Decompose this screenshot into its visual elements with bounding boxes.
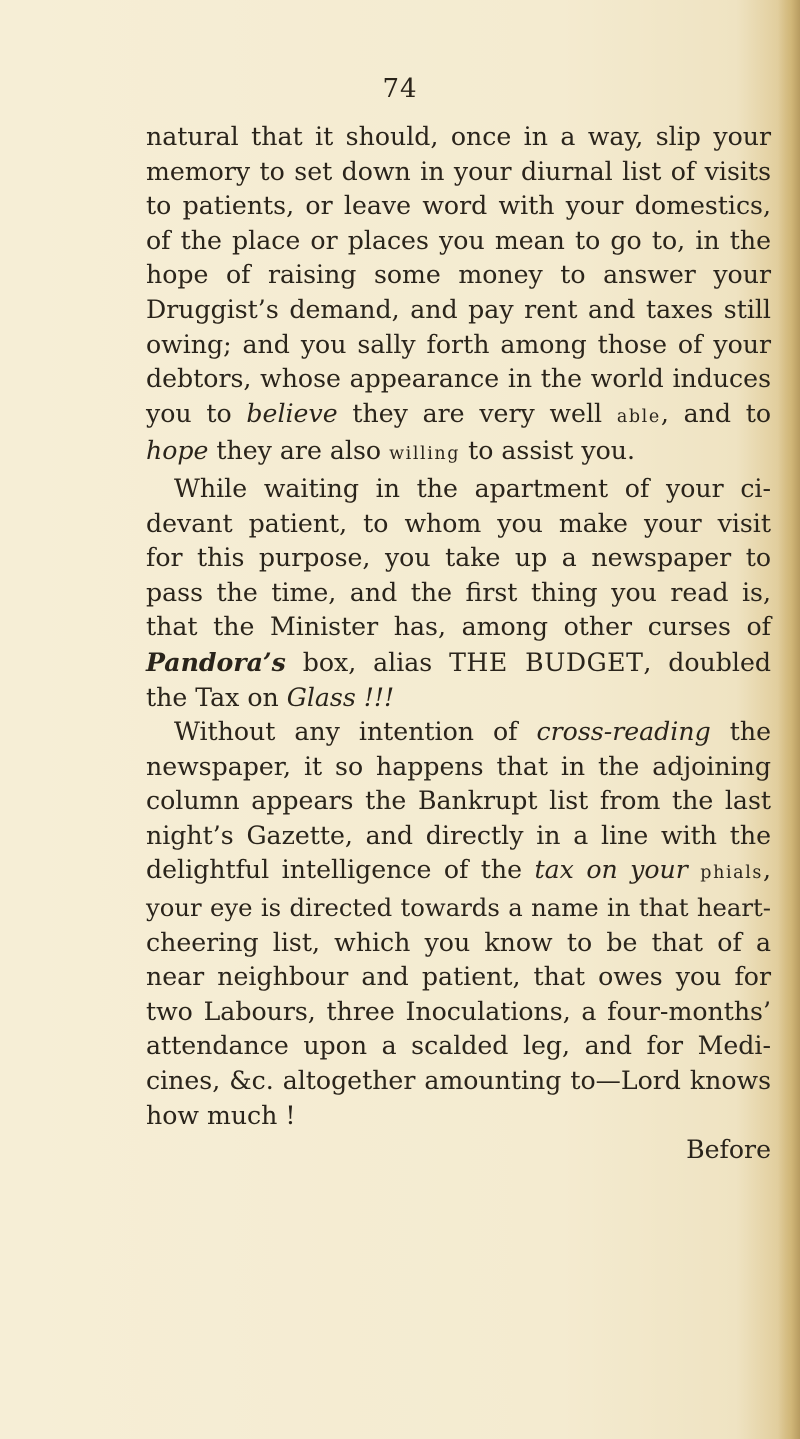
small-caps-willing: willing — [389, 444, 461, 465]
italic-word-believe: believe — [246, 398, 338, 428]
body-text — [146, 120, 771, 1168]
italic-word-hope: hope — [146, 436, 209, 466]
small-caps-able: able — [616, 406, 661, 427]
text-line: cheering list, which you know to be that of a — [146, 927, 771, 957]
text-line: newspaper, it so happens that in the adjoining — [146, 751, 771, 781]
page-number: 74 — [382, 74, 418, 104]
text-line: how much ! — [146, 1100, 296, 1130]
italic-word-cross-reading: cross-reading — [536, 717, 711, 747]
italic-word-pandoras: Pandora’s — [146, 646, 286, 677]
text-line: for this purpose, you take up a newspaper to — [146, 543, 771, 573]
page-edge-shadow — [778, 0, 800, 1439]
text-line: hope of raising some money to answer your — [146, 260, 771, 290]
italic-word-tax-on-your: tax on your — [534, 855, 688, 885]
text-line: attendance upon a scalded leg, and for Medi- — [146, 1031, 771, 1061]
text-line: devant patient, to whom you make your visit — [146, 508, 771, 538]
text-line: memory to set down in your diurnal list of visits — [146, 156, 771, 186]
caps-the-budget: THE BUDGET — [449, 647, 644, 677]
italic-word-glass: Glass !!! — [286, 682, 395, 712]
small-caps-phials: phials — [700, 863, 763, 884]
text-line: you to believe they are very well able, and to — [146, 398, 771, 428]
text-line: of the place or places you mean to go to, in the — [146, 225, 771, 255]
text-line: night’s Gazette, and directly in a line with the — [146, 820, 771, 850]
text-line: hope they are also willing to assist you. — [146, 436, 636, 466]
text-line: to patients, or leave word with your domestics, — [146, 191, 771, 221]
text-line: that the Minister has, among other curses of — [146, 612, 771, 642]
text-line: column appears the Bankrupt list from the last — [146, 786, 771, 816]
text-line: cines, &c. altogether amounting to—Lord knows — [146, 1066, 771, 1096]
text-line: debtors, whose appearance in the world induces — [146, 364, 771, 394]
catchword: Before — [686, 1135, 771, 1165]
text-line: near neighbour and patient, that owes you for — [146, 962, 771, 992]
text-line: the Tax on Glass !!! — [146, 682, 395, 712]
paragraph-start-line: While waiting in the apartment of your ci- — [174, 473, 771, 503]
text-line: delightful intelligence of the tax on your phials, — [146, 855, 771, 885]
text-line: natural that it should, once in a way, slip your — [146, 122, 771, 151]
text-line: pass the time, and the first thing you read is, — [146, 577, 771, 607]
text-line: Druggist’s demand, and pay rent and taxes still — [146, 294, 771, 324]
text-line: Pandora’s box, alias THE BUDGET, doubled — [146, 646, 771, 677]
text-line: your eye is directed towards a name in that heart- — [146, 893, 771, 923]
text-line: two Labours, three Inoculations, a four-months’ — [146, 996, 771, 1026]
paragraph-start-line: Without any intention of cross-reading the — [174, 717, 771, 747]
text-line: owing; and you sally forth among those of your — [146, 329, 771, 359]
